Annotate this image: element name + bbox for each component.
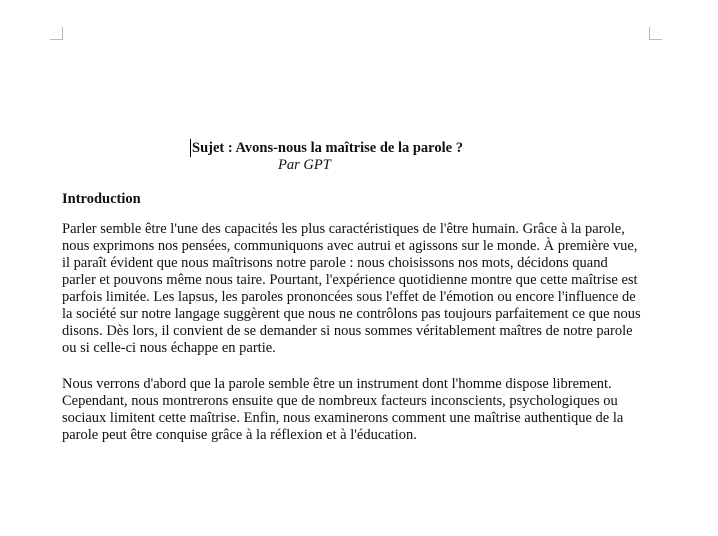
page-corner-mark-top-right	[649, 27, 662, 40]
paragraph-line: ou si celle-ci nous échappe en partie.	[62, 340, 276, 356]
paragraph-line: Nous verrons d'abord que la parole semble être un instrument dont l'homme dispose librement.	[62, 376, 612, 392]
paragraph-line: il paraît évident que nous maîtrisons notre parole : nous choisissons nos mots, décidons quand	[62, 255, 608, 271]
paragraph-line: la société sur notre langage suggèrent que nous ne contrôlons pas toujours parfaitement ce que nous	[62, 306, 641, 322]
paragraph-line: parler et pouvons même nous taire. Pourtant, l'expérience quotidienne montre que cette maîtrise est	[62, 272, 638, 288]
paragraph-line: disons. Dès lors, il convient de se demander si nous sommes véritablement maîtres de notre parole	[62, 323, 633, 339]
paragraph-line: parfois limitée. Les lapsus, les paroles prononcées sous l'effet de l'émotion ou encore l'influence de	[62, 289, 636, 305]
section-heading-introduction[interactable]: Introduction	[62, 191, 141, 207]
text-cursor	[190, 139, 191, 157]
paragraph-line: sociaux limitent cette maîtrise. Enfin, nous examinerons comment une maîtrise authentique de la	[62, 410, 624, 426]
paragraph-line: Cependant, nous montrerons ensuite que de nombreux facteurs inconscients, psychologiques ou	[62, 393, 618, 409]
paragraph-introduction[interactable]	[62, 221, 641, 357]
page-corner-mark-top-left	[50, 27, 63, 40]
paragraph-line: parole peut être conquise grâce à la réflexion et à l'éducation.	[62, 427, 417, 443]
paragraph-plan[interactable]	[62, 376, 623, 444]
paragraph-line: Parler semble être l'une des capacités les plus caractéristiques de l'être humain. Grâce à la parole,	[62, 221, 625, 237]
paragraph-line: nous exprimons nos pensées, communiquons avec autrui et agissons sur le monde. À première vue,	[62, 238, 638, 254]
document-title[interactable]: Sujet : Avons-nous la maîtrise de la parole ?	[192, 140, 463, 156]
document-author[interactable]: Par GPT	[278, 157, 331, 173]
